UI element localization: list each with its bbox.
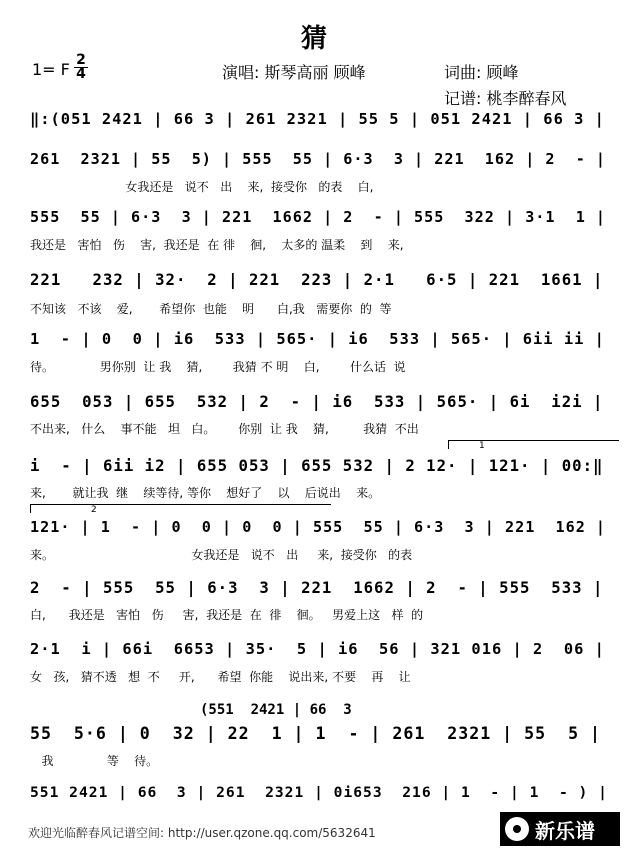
notes: 261 2321 | 55 5) | 555 55 | 6·3 3 | 221 162 | 2 - | bbox=[30, 150, 607, 168]
record-icon bbox=[505, 817, 529, 841]
notes: 221 232 | 32· 2 | 221 223 | 2·1 6·5 | 221 1661 | bbox=[30, 270, 604, 289]
notes: 655 053 | 655 532 | 2 - | i6 533 | 565· | 6i i2i | bbox=[30, 392, 604, 411]
volta-1: 1 bbox=[448, 440, 619, 449]
score-row-5 bbox=[30, 330, 605, 360]
score-row-6 bbox=[30, 392, 604, 422]
lyric-row-5: 待。 男你别 让 我 猜, 我猜 不 明 白, 什么话 说 bbox=[30, 360, 406, 374]
lyric-row-10: 女 孩, 猜不透 想 不 开, 希望 你能 说出来, 不要 再 让 bbox=[30, 670, 411, 684]
score-row-10 bbox=[30, 640, 605, 670]
page-title: 猜 bbox=[300, 24, 327, 54]
notes: 2·1 i | 66i 6653 | 35· 5 | i6 56 | 321 016 | 2 06 | bbox=[30, 640, 605, 658]
score-row-12 bbox=[30, 784, 608, 814]
notes: 555 55 | 6·3 3 | 221 1662 | 2 - | 555 322 | 3·1 1 | bbox=[30, 208, 607, 226]
notes: ‖:(051 2421 | 66 3 | 261 2321 | 55 5 | 051 2421 | 66 3 | bbox=[30, 110, 605, 128]
time-signature bbox=[74, 54, 88, 81]
notes: 551 2421 | 66 3 | 261 2321 | 0i653 216 | 1 - | 1 - ) | bbox=[30, 784, 608, 801]
time-bottom: 4 bbox=[76, 66, 86, 82]
key-signature: 1= F bbox=[32, 60, 70, 79]
lyric-row-2: 女我还是 说不 出 来, 接受你 的表 白, bbox=[30, 180, 374, 194]
score-row-8 bbox=[30, 518, 607, 548]
lyric-row-11: 我 等 待。 bbox=[30, 754, 159, 768]
score-row-2 bbox=[30, 150, 607, 180]
footer-text: 欢迎光临醉春风记谱空间: http://user.qzone.qq.com/5632641 bbox=[28, 826, 376, 840]
score-row-4 bbox=[30, 270, 604, 300]
site-logo bbox=[500, 812, 620, 846]
volta-2: 2 bbox=[30, 504, 331, 513]
notes: i - | 6ii i2 | 655 053 | 655 532 | 2 12· | 121· | 00:‖ bbox=[30, 456, 604, 475]
singers: 演唱: 斯琴高丽 顾峰 bbox=[222, 63, 366, 82]
score-row-7 bbox=[30, 456, 604, 486]
lyricist-composer: 词曲: 顾峰 bbox=[444, 63, 519, 82]
lyric-row-8: 来。 女我还是 说不 出 来, 接受你 的表 bbox=[30, 548, 413, 562]
lyric-row-6: 不出来, 什么 事不能 坦 白。 你别 让 我 猜, 我猜 不出 bbox=[30, 422, 419, 436]
notes: 121· | 1 - | 0 0 | 0 0 | 555 55 | 6·3 3 | 221 162 | bbox=[30, 518, 607, 536]
notes: 55 5·6 | 0 32 | 22 1 | 1 - | 261 2321 | 55 5 | bbox=[30, 724, 602, 743]
score-row-1 bbox=[30, 110, 605, 140]
score-row-11 bbox=[30, 724, 600, 754]
notes: 2 - | 555 55 | 6·3 3 | 221 1662 | 2 - | 555 533 | bbox=[30, 578, 604, 597]
lyric-row-4: 不知该 不该 爱, 希望你 也能 明 白,我 需要你 的 等 bbox=[30, 302, 392, 316]
lyric-row-9: 白, 我还是 害怕 伤 害, 我还是 在 徘 徊。 男爱上这 样 的 bbox=[30, 608, 424, 622]
interlude: (551 2421 | 66 3 bbox=[200, 702, 352, 718]
score-row-3 bbox=[30, 208, 607, 238]
logo-text: 新乐谱 bbox=[535, 818, 595, 843]
time-top: 2 bbox=[76, 52, 86, 68]
lyric-row-7: 来, 就让我 继 续等待, 等你 想好了 以 后说出 来。 bbox=[30, 486, 381, 500]
transcriber: 记谱: 桃李醉春风 bbox=[444, 89, 567, 108]
lyric-row-3: 我还是 害怕 伤 害, 我还是 在 徘 徊, 太多的 温柔 到 来, bbox=[30, 238, 404, 252]
score-row-9 bbox=[30, 578, 604, 608]
notes: 1 - | 0 0 | i6 533 | 565· | i6 533 | 565· | 6ii ii | bbox=[30, 330, 605, 348]
